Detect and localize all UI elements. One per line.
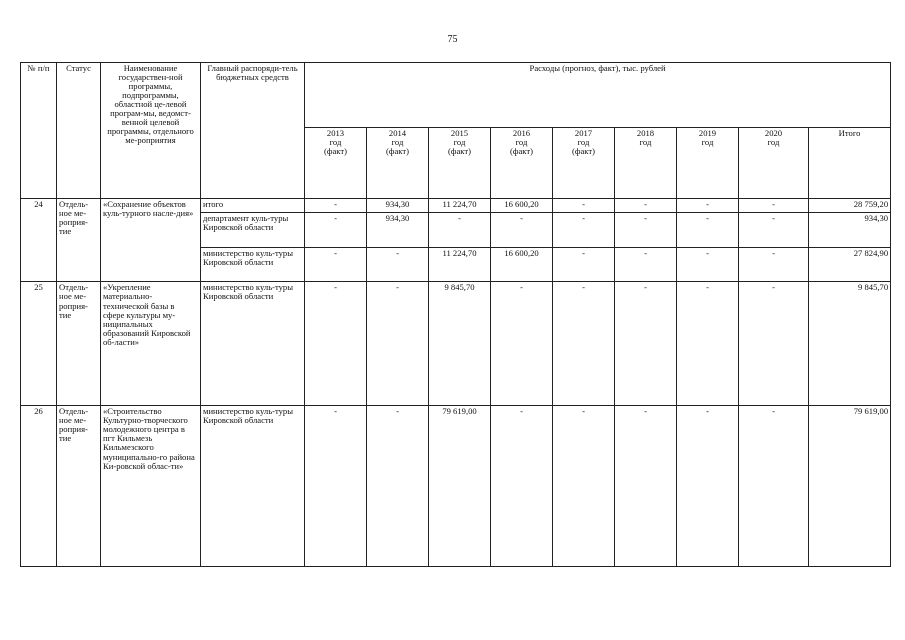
cell-value: - — [367, 282, 429, 406]
row-name: «Строительство Культурно-творческого молодежного центра в пгт Кильмезь Кильмезского муниципально-го района Ки-ровской облас-ти» — [101, 406, 201, 567]
cell-value: - — [305, 213, 367, 248]
row-status: Отдель-ное ме-роприя-тие — [57, 282, 101, 406]
cell-value: - — [429, 213, 491, 248]
cell-value: - — [677, 199, 739, 213]
cell-value: - — [367, 247, 429, 282]
header-total: Итого — [809, 128, 891, 199]
row-name: «Укрепление материально-технической базы в сфере культуры му-ниципальных образований Кировской об-ласти» — [101, 282, 201, 406]
cell-total: 79 619,00 — [809, 406, 891, 567]
cell-value: - — [677, 406, 739, 567]
header-year: 2018 год — [615, 128, 677, 199]
header-num: № п/п — [21, 63, 57, 199]
row-manager: министерство куль-туры Кировской области — [201, 406, 305, 567]
cell-value: - — [677, 282, 739, 406]
cell-value: - — [677, 213, 739, 248]
header-year: 2013 год (факт) — [305, 128, 367, 199]
cell-value: - — [553, 213, 615, 248]
header-year: 2014 год (факт) — [367, 128, 429, 199]
cell-value: - — [305, 406, 367, 567]
header-name: Наименование государствен-ной программы, подпрограммы, областной це-левой програм-мы, ведомст-венной целевой программы, отдельного ме-роприятия — [101, 63, 201, 199]
cell-total: 27 824,90 — [809, 247, 891, 282]
header-year: 2016 год (факт) — [491, 128, 553, 199]
row-status: Отдель-ное ме-роприя-тие — [57, 199, 101, 282]
cell-value: - — [615, 199, 677, 213]
cell-value: - — [615, 406, 677, 567]
cell-value: - — [553, 199, 615, 213]
header-manager: Главный распоряди-тель бюджетных средств — [201, 63, 305, 199]
row-manager: департамент куль-туры Кировской области — [201, 213, 305, 248]
cell-value: 16 600,20 — [491, 199, 553, 213]
header-expenses: Расходы (прогноз, факт), тыс. рублей — [305, 63, 891, 128]
cell-value: 11 224,70 — [429, 199, 491, 213]
table-row — [21, 406, 891, 567]
header-year: 2015 год (факт) — [429, 128, 491, 199]
header-status: Статус — [57, 63, 101, 199]
budget-table — [20, 62, 891, 567]
cell-value: 79 619,00 — [429, 406, 491, 567]
cell-value: - — [615, 282, 677, 406]
row-num: 25 — [21, 282, 57, 406]
header-year: 2019 год — [677, 128, 739, 199]
row-manager: министерство куль-туры Кировской области — [201, 282, 305, 406]
cell-value: - — [677, 247, 739, 282]
cell-value: 16 600,20 — [491, 247, 553, 282]
cell-value: - — [739, 199, 809, 213]
cell-value: - — [553, 247, 615, 282]
row-manager: итого — [201, 199, 305, 213]
row-status: Отдель-ное ме-роприя-тие — [57, 406, 101, 567]
cell-value: - — [491, 406, 553, 567]
row-num: 26 — [21, 406, 57, 567]
cell-value: - — [739, 406, 809, 567]
cell-value: - — [305, 247, 367, 282]
cell-value: - — [739, 213, 809, 248]
cell-value: - — [739, 282, 809, 406]
cell-value: - — [615, 247, 677, 282]
cell-total: 9 845,70 — [809, 282, 891, 406]
header-year: 2020 год — [739, 128, 809, 199]
cell-value: 9 845,70 — [429, 282, 491, 406]
cell-value: - — [491, 213, 553, 248]
cell-value: 934,30 — [367, 213, 429, 248]
cell-total: 934,30 — [809, 213, 891, 248]
table-row — [21, 282, 891, 406]
row-manager: министерство куль-туры Кировской области — [201, 247, 305, 282]
cell-value: - — [553, 406, 615, 567]
page-number: 75 — [447, 34, 458, 45]
cell-value: - — [739, 247, 809, 282]
cell-value: - — [615, 213, 677, 248]
cell-value: - — [305, 199, 367, 213]
cell-value: - — [553, 282, 615, 406]
header-year: 2017 год (факт) — [553, 128, 615, 199]
header-row — [21, 63, 891, 128]
cell-value: - — [491, 282, 553, 406]
cell-value: - — [305, 282, 367, 406]
cell-value: - — [367, 406, 429, 567]
cell-value: 934,30 — [367, 199, 429, 213]
cell-total: 28 759,20 — [809, 199, 891, 213]
row-name: «Сохранение объектов куль-турного насле-дия» — [101, 199, 201, 282]
row-num: 24 — [21, 199, 57, 282]
table-row — [21, 199, 891, 213]
cell-value: 11 224,70 — [429, 247, 491, 282]
